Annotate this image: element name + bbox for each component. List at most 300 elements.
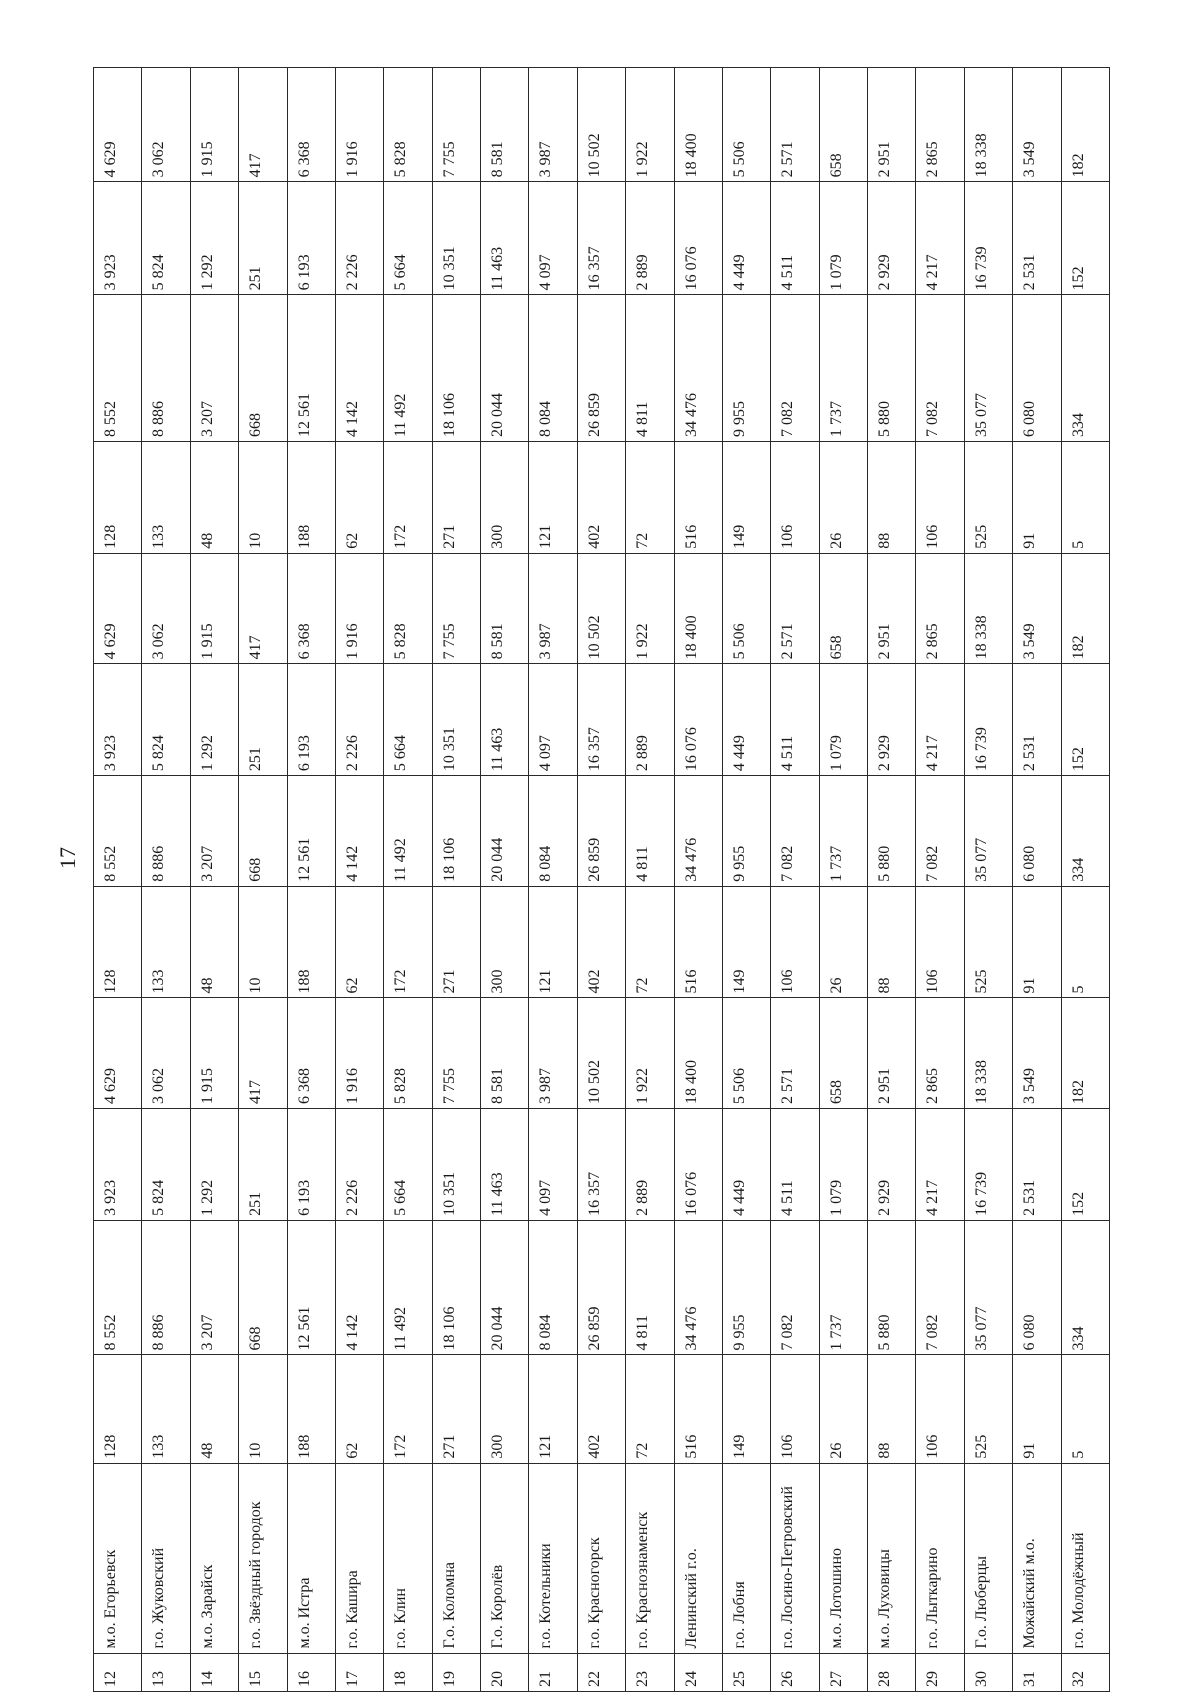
cell-value-col-5: 402: [577, 886, 625, 998]
cell-value-col-4: 2 571: [771, 998, 819, 1109]
cell-value-col-6: 668: [239, 776, 287, 887]
cell-value-col-6: 7 082: [771, 776, 819, 887]
cell-value-col-4: 417: [239, 998, 287, 1109]
cell-value-col-10: 1 737: [819, 295, 867, 442]
cell-municipality-name: Г.о. Королёв: [481, 1463, 529, 1653]
cell-value-col-2: 8 084: [529, 1220, 577, 1355]
cell-value-col-11: 1 292: [190, 182, 238, 295]
cell-value-col-2: 11 492: [384, 1220, 432, 1355]
table-row: [142, 68, 190, 1692]
cell-value-col-6: 20 044: [481, 776, 529, 887]
cell-row-number: 16: [287, 1653, 335, 1691]
cell-value-col-1: 26: [819, 1355, 867, 1463]
cell-value-col-4: 1 915: [190, 998, 238, 1109]
cell-value-col-2: 7 082: [771, 1220, 819, 1355]
cell-municipality-name: м.о. Лотошино: [819, 1463, 867, 1653]
cell-value-col-4: 8 581: [481, 998, 529, 1109]
cell-value-col-5: 62: [335, 886, 383, 998]
table-row: [819, 68, 867, 1692]
cell-value-col-11: 5 824: [142, 182, 190, 295]
table-row: [722, 68, 770, 1692]
cell-value-col-3: 2 531: [1013, 1109, 1061, 1221]
cell-value-col-7: 2 226: [335, 664, 383, 776]
table-row: [868, 68, 916, 1692]
table-row: [239, 68, 287, 1692]
cell-value-col-6: 9 955: [722, 776, 770, 887]
cell-value-col-10: 4 142: [335, 295, 383, 442]
table-row: [384, 68, 432, 1692]
cell-row-number: 14: [190, 1653, 238, 1691]
cell-municipality-name: г.о. Котельники: [529, 1463, 577, 1653]
cell-value-col-6: 8 886: [142, 776, 190, 887]
cell-value-col-9: 48: [190, 441, 238, 553]
cell-value-col-10: 20 044: [481, 295, 529, 442]
cell-value-col-10: 4 811: [626, 295, 674, 442]
cell-value-col-5: 48: [190, 886, 238, 998]
table-row: [1013, 68, 1061, 1692]
cell-value-col-2: 7 082: [916, 1220, 964, 1355]
cell-row-number: 32: [1061, 1653, 1110, 1691]
cell-value-col-2: 334: [1061, 1220, 1110, 1355]
cell-value-col-10: 3 207: [190, 295, 238, 442]
cell-value-col-3: 1 079: [819, 1109, 867, 1221]
table-row: [674, 68, 722, 1692]
cell-value-col-11: 4 097: [529, 182, 577, 295]
cell-value-col-9: 402: [577, 441, 625, 553]
cell-value-col-3: 2 226: [335, 1109, 383, 1221]
cell-value-col-6: 8 552: [94, 776, 142, 887]
cell-row-number: 27: [819, 1653, 867, 1691]
cell-value-col-10: 8 084: [529, 295, 577, 442]
cell-value-col-4: 658: [819, 998, 867, 1109]
cell-value-col-10: 8 552: [94, 295, 142, 442]
cell-value-col-10: 18 106: [432, 295, 480, 442]
cell-row-number: 20: [481, 1653, 529, 1691]
cell-value-col-1: 402: [577, 1355, 625, 1463]
cell-value-col-1: 62: [335, 1355, 383, 1463]
cell-value-col-12: 658: [819, 68, 867, 182]
cell-value-col-12: 5 506: [722, 68, 770, 182]
cell-value-col-3: 4 097: [529, 1109, 577, 1221]
cell-value-col-8: 182: [1061, 553, 1110, 664]
cell-value-col-8: 3 062: [142, 553, 190, 664]
cell-value-col-6: 34 476: [674, 776, 722, 887]
cell-value-col-6: 35 077: [964, 776, 1012, 887]
cell-value-col-3: 2 929: [868, 1109, 916, 1221]
cell-value-col-3: 16 739: [964, 1109, 1012, 1221]
cell-value-col-8: 1 916: [335, 553, 383, 664]
cell-value-col-3: 16 076: [674, 1109, 722, 1221]
cell-value-col-9: 62: [335, 441, 383, 553]
cell-value-col-4: 10 502: [577, 998, 625, 1109]
cell-value-col-8: 2 951: [868, 553, 916, 664]
cell-municipality-name: м.о. Луховицы: [868, 1463, 916, 1653]
cell-value-col-10: 334: [1061, 295, 1110, 442]
cell-value-col-2: 35 077: [964, 1220, 1012, 1355]
cell-value-col-6: 4 811: [626, 776, 674, 887]
cell-value-col-4: 7 755: [432, 998, 480, 1109]
cell-value-col-1: 300: [481, 1355, 529, 1463]
cell-value-col-12: 2 865: [916, 68, 964, 182]
table-row: [481, 68, 529, 1692]
cell-value-col-8: 5 506: [722, 553, 770, 664]
table-container: [93, 67, 1110, 1692]
cell-value-col-9: 271: [432, 441, 480, 553]
cell-value-col-5: 149: [722, 886, 770, 998]
table-row: [964, 68, 1012, 1692]
cell-value-col-6: 3 207: [190, 776, 238, 887]
cell-value-col-1: 271: [432, 1355, 480, 1463]
cell-value-col-9: 5: [1061, 441, 1110, 553]
cell-value-col-3: 5 664: [384, 1109, 432, 1221]
cell-value-col-8: 10 502: [577, 553, 625, 664]
cell-value-col-1: 516: [674, 1355, 722, 1463]
cell-municipality-name: г.о. Жуковский: [142, 1463, 190, 1653]
cell-municipality-name: Можайский м.о.: [1013, 1463, 1061, 1653]
cell-value-col-11: 5 664: [384, 182, 432, 295]
cell-value-col-6: 11 492: [384, 776, 432, 887]
cell-value-col-12: 3 987: [529, 68, 577, 182]
cell-value-col-6: 334: [1061, 776, 1110, 887]
cell-value-col-7: 1 292: [190, 664, 238, 776]
cell-value-col-8: 417: [239, 553, 287, 664]
cell-value-col-12: 182: [1061, 68, 1110, 182]
cell-municipality-name: м.о. Зарайск: [190, 1463, 238, 1653]
cell-value-col-3: 10 351: [432, 1109, 480, 1221]
cell-value-col-5: 300: [481, 886, 529, 998]
cell-value-col-5: 106: [916, 886, 964, 998]
cell-value-col-7: 4 097: [529, 664, 577, 776]
cell-value-col-5: 128: [94, 886, 142, 998]
cell-value-col-1: 88: [868, 1355, 916, 1463]
cell-value-col-2: 6 080: [1013, 1220, 1061, 1355]
cell-value-col-5: 10: [239, 886, 287, 998]
cell-value-col-6: 1 737: [819, 776, 867, 887]
table-row: [529, 68, 577, 1692]
cell-value-col-2: 668: [239, 1220, 287, 1355]
cell-value-col-2: 9 955: [722, 1220, 770, 1355]
cell-value-col-5: 106: [771, 886, 819, 998]
cell-value-col-9: 26: [819, 441, 867, 553]
cell-value-col-5: 88: [868, 886, 916, 998]
cell-value-col-8: 18 400: [674, 553, 722, 664]
cell-value-col-5: 72: [626, 886, 674, 998]
cell-value-col-7: 2 929: [868, 664, 916, 776]
cell-value-col-9: 72: [626, 441, 674, 553]
cell-value-col-3: 4 449: [722, 1109, 770, 1221]
cell-value-col-11: 16 357: [577, 182, 625, 295]
cell-value-col-9: 91: [1013, 441, 1061, 553]
cell-value-col-5: 525: [964, 886, 1012, 998]
cell-value-col-3: 11 463: [481, 1109, 529, 1221]
cell-value-col-1: 188: [287, 1355, 335, 1463]
cell-value-col-7: 16 739: [964, 664, 1012, 776]
cell-value-col-7: 6 193: [287, 664, 335, 776]
cell-municipality-name: г.о. Лыткарино: [916, 1463, 964, 1653]
cell-value-col-6: 8 084: [529, 776, 577, 887]
cell-row-number: 25: [722, 1653, 770, 1691]
cell-value-col-11: 4 449: [722, 182, 770, 295]
cell-value-col-7: 10 351: [432, 664, 480, 776]
cell-value-col-10: 26 859: [577, 295, 625, 442]
cell-value-col-11: 152: [1061, 182, 1110, 295]
cell-value-col-5: 26: [819, 886, 867, 998]
cell-value-col-1: 106: [916, 1355, 964, 1463]
cell-value-col-4: 2 951: [868, 998, 916, 1109]
cell-row-number: 21: [529, 1653, 577, 1691]
cell-value-col-1: 5: [1061, 1355, 1110, 1463]
cell-row-number: 30: [964, 1653, 1012, 1691]
cell-value-col-10: 11 492: [384, 295, 432, 442]
cell-value-col-12: 4 629: [94, 68, 142, 182]
cell-value-col-11: 1 079: [819, 182, 867, 295]
page-number: 17: [55, 847, 80, 869]
cell-value-col-9: 525: [964, 441, 1012, 553]
cell-value-col-8: 2 865: [916, 553, 964, 664]
cell-value-col-12: 2 571: [771, 68, 819, 182]
table-row: [432, 68, 480, 1692]
cell-value-col-7: 5 824: [142, 664, 190, 776]
cell-value-col-1: 91: [1013, 1355, 1061, 1463]
cell-value-col-12: 18 338: [964, 68, 1012, 182]
cell-municipality-name: г.о. Звёздный городок: [239, 1463, 287, 1653]
cell-value-col-5: 271: [432, 886, 480, 998]
cell-row-number: 23: [626, 1653, 674, 1691]
cell-value-col-7: 4 511: [771, 664, 819, 776]
cell-value-col-8: 2 571: [771, 553, 819, 664]
cell-value-col-11: 2 531: [1013, 182, 1061, 295]
cell-value-col-5: 172: [384, 886, 432, 998]
cell-value-col-9: 149: [722, 441, 770, 553]
cell-value-col-8: 7 755: [432, 553, 480, 664]
cell-row-number: 17: [335, 1653, 383, 1691]
cell-municipality-name: Г.о. Коломна: [432, 1463, 480, 1653]
cell-value-col-11: 2 226: [335, 182, 383, 295]
cell-municipality-name: г.о. Лобня: [722, 1463, 770, 1653]
cell-value-col-3: 5 824: [142, 1109, 190, 1221]
table-row: [771, 68, 819, 1692]
cell-value-col-4: 182: [1061, 998, 1110, 1109]
cell-value-col-8: 8 581: [481, 553, 529, 664]
cell-value-col-10: 5 880: [868, 295, 916, 442]
cell-value-col-6: 4 142: [335, 776, 383, 887]
cell-value-col-8: 1 915: [190, 553, 238, 664]
cell-value-col-7: 2 531: [1013, 664, 1061, 776]
cell-value-col-3: 1 292: [190, 1109, 238, 1221]
cell-value-col-9: 128: [94, 441, 142, 553]
cell-value-col-11: 10 351: [432, 182, 480, 295]
cell-value-col-5: 133: [142, 886, 190, 998]
cell-row-number: 24: [674, 1653, 722, 1691]
cell-value-col-9: 106: [916, 441, 964, 553]
cell-value-col-9: 121: [529, 441, 577, 553]
cell-value-col-3: 4 511: [771, 1109, 819, 1221]
cell-value-col-8: 5 828: [384, 553, 432, 664]
cell-value-col-7: 1 079: [819, 664, 867, 776]
cell-value-col-4: 18 400: [674, 998, 722, 1109]
cell-value-col-4: 3 062: [142, 998, 190, 1109]
cell-row-number: 13: [142, 1653, 190, 1691]
cell-value-col-9: 516: [674, 441, 722, 553]
cell-municipality-name: г.о. Молодёжный: [1061, 1463, 1110, 1653]
cell-municipality-name: м.о. Истра: [287, 1463, 335, 1653]
cell-value-col-11: 251: [239, 182, 287, 295]
cell-value-col-9: 10: [239, 441, 287, 553]
cell-value-col-11: 2 889: [626, 182, 674, 295]
cell-municipality-name: Ленинский г.о.: [674, 1463, 722, 1653]
cell-value-col-4: 2 865: [916, 998, 964, 1109]
cell-row-number: 29: [916, 1653, 964, 1691]
table-row: [335, 68, 383, 1692]
cell-value-col-11: 6 193: [287, 182, 335, 295]
cell-value-col-8: 658: [819, 553, 867, 664]
cell-value-col-12: 1 922: [626, 68, 674, 182]
cell-value-col-1: 121: [529, 1355, 577, 1463]
cell-value-col-7: 16 357: [577, 664, 625, 776]
cell-row-number: 19: [432, 1653, 480, 1691]
cell-value-col-4: 3 987: [529, 998, 577, 1109]
cell-value-col-5: 516: [674, 886, 722, 998]
cell-value-col-6: 18 106: [432, 776, 480, 887]
cell-row-number: 31: [1013, 1653, 1061, 1691]
cell-value-col-9: 300: [481, 441, 529, 553]
cell-value-col-6: 5 880: [868, 776, 916, 887]
cell-value-col-10: 35 077: [964, 295, 1012, 442]
cell-value-col-1: 149: [722, 1355, 770, 1463]
cell-value-col-4: 3 549: [1013, 998, 1061, 1109]
cell-value-col-5: 5: [1061, 886, 1110, 998]
table-row: [287, 68, 335, 1692]
cell-value-col-3: 16 357: [577, 1109, 625, 1221]
cell-value-col-6: 26 859: [577, 776, 625, 887]
cell-value-col-2: 8 552: [94, 1220, 142, 1355]
cell-value-col-3: 4 217: [916, 1109, 964, 1221]
cell-value-col-10: 8 886: [142, 295, 190, 442]
cell-value-col-1: 10: [239, 1355, 287, 1463]
cell-municipality-name: Г.о. Люберцы: [964, 1463, 1012, 1653]
cell-value-col-12: 18 400: [674, 68, 722, 182]
cell-value-col-10: 34 476: [674, 295, 722, 442]
cell-value-col-1: 133: [142, 1355, 190, 1463]
cell-value-col-7: 5 664: [384, 664, 432, 776]
cell-value-col-3: 2 889: [626, 1109, 674, 1221]
table-row: [577, 68, 625, 1692]
cell-value-col-2: 34 476: [674, 1220, 722, 1355]
cell-value-col-9: 88: [868, 441, 916, 553]
cell-value-col-12: 3 549: [1013, 68, 1061, 182]
cell-value-col-12: 3 062: [142, 68, 190, 182]
cell-value-col-1: 106: [771, 1355, 819, 1463]
cell-value-col-1: 48: [190, 1355, 238, 1463]
cell-value-col-11: 4 511: [771, 182, 819, 295]
cell-value-col-8: 1 922: [626, 553, 674, 664]
cell-municipality-name: г.о. Кашира: [335, 1463, 383, 1653]
cell-value-col-11: 11 463: [481, 182, 529, 295]
cell-value-col-8: 4 629: [94, 553, 142, 664]
cell-value-col-2: 8 886: [142, 1220, 190, 1355]
cell-value-col-2: 1 737: [819, 1220, 867, 1355]
cell-value-col-12: 7 755: [432, 68, 480, 182]
cell-value-col-2: 18 106: [432, 1220, 480, 1355]
cell-value-col-2: 5 880: [868, 1220, 916, 1355]
cell-value-col-7: 2 889: [626, 664, 674, 776]
cell-value-col-1: 128: [94, 1355, 142, 1463]
table-row: [916, 68, 964, 1692]
cell-value-col-8: 6 368: [287, 553, 335, 664]
cell-value-col-12: 10 502: [577, 68, 625, 182]
cell-value-col-4: 18 338: [964, 998, 1012, 1109]
cell-row-number: 28: [868, 1653, 916, 1691]
cell-value-col-11: 2 929: [868, 182, 916, 295]
cell-value-col-4: 1 922: [626, 998, 674, 1109]
cell-value-col-4: 5 506: [722, 998, 770, 1109]
table-row: [1061, 68, 1110, 1692]
cell-value-col-7: 152: [1061, 664, 1110, 776]
cell-value-col-6: 12 561: [287, 776, 335, 887]
cell-value-col-10: 7 082: [771, 295, 819, 442]
cell-value-col-11: 3 923: [94, 182, 142, 295]
cell-value-col-3: 3 923: [94, 1109, 142, 1221]
cell-value-col-2: 3 207: [190, 1220, 238, 1355]
cell-value-col-10: 9 955: [722, 295, 770, 442]
cell-value-col-5: 121: [529, 886, 577, 998]
cell-row-number: 15: [239, 1653, 287, 1691]
cell-value-col-11: 16 739: [964, 182, 1012, 295]
cell-value-col-5: 188: [287, 886, 335, 998]
cell-value-col-2: 12 561: [287, 1220, 335, 1355]
cell-value-col-12: 1 916: [335, 68, 383, 182]
cell-value-col-4: 6 368: [287, 998, 335, 1109]
cell-value-col-10: 12 561: [287, 295, 335, 442]
cell-value-col-1: 525: [964, 1355, 1012, 1463]
cell-value-col-6: 6 080: [1013, 776, 1061, 887]
cell-value-col-8: 3 549: [1013, 553, 1061, 664]
cell-value-col-8: 18 338: [964, 553, 1012, 664]
cell-value-col-6: 7 082: [916, 776, 964, 887]
cell-municipality-name: г.о. Краснознаменск: [626, 1463, 674, 1653]
cell-value-col-12: 6 368: [287, 68, 335, 182]
cell-value-col-9: 106: [771, 441, 819, 553]
cell-value-col-2: 20 044: [481, 1220, 529, 1355]
municipality-data-table: [93, 67, 1110, 1692]
cell-value-col-1: 72: [626, 1355, 674, 1463]
cell-value-col-7: 11 463: [481, 664, 529, 776]
cell-value-col-10: 7 082: [916, 295, 964, 442]
cell-value-col-10: 6 080: [1013, 295, 1061, 442]
cell-value-col-9: 133: [142, 441, 190, 553]
cell-municipality-name: г.о. Клин: [384, 1463, 432, 1653]
cell-value-col-1: 172: [384, 1355, 432, 1463]
cell-value-col-7: 4 217: [916, 664, 964, 776]
cell-value-col-4: 4 629: [94, 998, 142, 1109]
cell-municipality-name: м.о. Егорьевск: [94, 1463, 142, 1653]
cell-value-col-3: 152: [1061, 1109, 1110, 1221]
cell-value-col-7: 251: [239, 664, 287, 776]
cell-value-col-12: 1 915: [190, 68, 238, 182]
cell-row-number: 12: [94, 1653, 142, 1691]
cell-value-col-3: 251: [239, 1109, 287, 1221]
table-row: [94, 68, 142, 1692]
cell-value-col-3: 6 193: [287, 1109, 335, 1221]
cell-value-col-4: 5 828: [384, 998, 432, 1109]
cell-municipality-name: г.о. Лосино-Петровский: [771, 1463, 819, 1653]
cell-row-number: 22: [577, 1653, 625, 1691]
cell-value-col-12: 8 581: [481, 68, 529, 182]
cell-value-col-10: 668: [239, 295, 287, 442]
cell-row-number: 26: [771, 1653, 819, 1691]
cell-value-col-9: 188: [287, 441, 335, 553]
cell-value-col-4: 1 916: [335, 998, 383, 1109]
